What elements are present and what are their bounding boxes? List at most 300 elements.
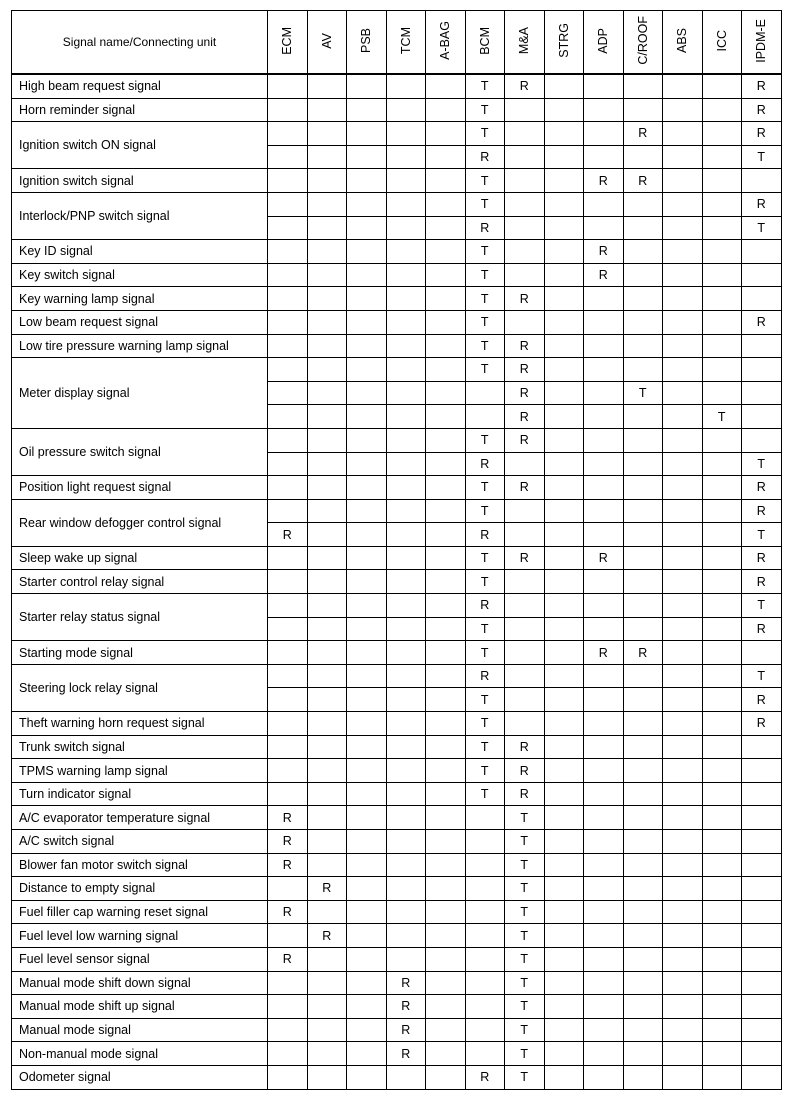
unit-cell xyxy=(268,74,308,98)
unit-cell xyxy=(544,476,584,500)
signal-name-cell: Key switch signal xyxy=(12,263,268,287)
unit-cell xyxy=(742,263,782,287)
unit-cell xyxy=(702,1042,742,1066)
unit-cell xyxy=(584,664,624,688)
unit-cell: R xyxy=(268,900,308,924)
unit-cell xyxy=(386,594,426,618)
unit-header-tcm xyxy=(386,11,426,75)
unit-cell xyxy=(386,98,426,122)
unit-cell xyxy=(386,240,426,264)
unit-cell xyxy=(307,806,347,830)
unit-cell xyxy=(386,287,426,311)
signal-name-cell: Sleep wake up signal xyxy=(12,546,268,570)
unit-cell: T xyxy=(505,995,545,1019)
unit-header-label: C/ROOF xyxy=(635,16,650,65)
unit-cell xyxy=(347,476,387,500)
table-row xyxy=(12,806,782,830)
unit-cell: T xyxy=(742,145,782,169)
unit-cell xyxy=(307,1065,347,1089)
unit-cell: T xyxy=(742,216,782,240)
unit-cell xyxy=(544,947,584,971)
unit-cell: R xyxy=(584,169,624,193)
header-row xyxy=(12,11,782,75)
unit-cell xyxy=(307,169,347,193)
unit-cell xyxy=(426,688,466,712)
unit-cell xyxy=(426,523,466,547)
table-row xyxy=(12,1065,782,1089)
unit-cell: R xyxy=(742,122,782,146)
unit-cell xyxy=(702,735,742,759)
unit-cell xyxy=(386,877,426,901)
unit-cell xyxy=(584,924,624,948)
table-row xyxy=(12,74,782,98)
unit-cell xyxy=(742,381,782,405)
unit-cell xyxy=(505,594,545,618)
unit-cell xyxy=(663,122,703,146)
table-row xyxy=(12,641,782,665)
unit-cell xyxy=(268,641,308,665)
unit-cell xyxy=(544,428,584,452)
unit-cell xyxy=(465,924,505,948)
unit-cell xyxy=(544,358,584,382)
unit-cell xyxy=(623,499,663,523)
unit-cell xyxy=(347,381,387,405)
unit-cell xyxy=(702,381,742,405)
signal-name-cell: High beam request signal xyxy=(12,74,268,98)
signal-name-cell: Meter display signal xyxy=(12,358,268,429)
unit-cell xyxy=(663,712,703,736)
unit-cell xyxy=(386,381,426,405)
unit-cell xyxy=(584,759,624,783)
unit-cell xyxy=(386,924,426,948)
unit-cell xyxy=(584,712,624,736)
unit-cell xyxy=(663,192,703,216)
unit-cell xyxy=(623,971,663,995)
unit-cell xyxy=(584,1018,624,1042)
unit-cell xyxy=(347,664,387,688)
unit-cell: R xyxy=(505,759,545,783)
unit-cell xyxy=(663,145,703,169)
unit-cell xyxy=(505,499,545,523)
unit-cell xyxy=(426,1065,466,1089)
unit-cell xyxy=(702,995,742,1019)
unit-cell xyxy=(702,1018,742,1042)
unit-cell xyxy=(544,452,584,476)
signal-name-cell: A/C evaporator temperature signal xyxy=(12,806,268,830)
unit-cell: R xyxy=(505,476,545,500)
unit-cell xyxy=(742,641,782,665)
unit-cell xyxy=(663,1042,703,1066)
unit-cell xyxy=(307,428,347,452)
unit-cell xyxy=(544,712,584,736)
unit-cell xyxy=(347,287,387,311)
signal-name-cell: Turn indicator signal xyxy=(12,782,268,806)
unit-cell xyxy=(584,428,624,452)
signal-name-cell: Ignition switch signal xyxy=(12,169,268,193)
unit-cell xyxy=(584,334,624,358)
unit-cell xyxy=(347,877,387,901)
unit-header-abs xyxy=(663,11,703,75)
unit-cell xyxy=(426,1042,466,1066)
unit-cell xyxy=(663,263,703,287)
unit-cell: T xyxy=(465,570,505,594)
unit-cell xyxy=(386,334,426,358)
unit-cell xyxy=(386,263,426,287)
signal-name-cell: Low beam request signal xyxy=(12,310,268,334)
unit-cell: R xyxy=(307,877,347,901)
signal-name-cell: Distance to empty signal xyxy=(12,877,268,901)
table-row xyxy=(12,782,782,806)
unit-cell xyxy=(426,358,466,382)
unit-cell xyxy=(623,192,663,216)
unit-cell xyxy=(505,192,545,216)
unit-cell xyxy=(426,712,466,736)
unit-cell xyxy=(307,712,347,736)
unit-cell xyxy=(505,688,545,712)
unit-cell xyxy=(623,523,663,547)
unit-cell xyxy=(386,759,426,783)
unit-cell: R xyxy=(505,381,545,405)
unit-cell xyxy=(426,617,466,641)
unit-cell xyxy=(426,830,466,854)
unit-cell xyxy=(584,287,624,311)
unit-cell xyxy=(544,971,584,995)
unit-cell xyxy=(702,924,742,948)
table-row xyxy=(12,263,782,287)
unit-cell xyxy=(702,947,742,971)
unit-cell xyxy=(623,546,663,570)
unit-cell xyxy=(702,74,742,98)
unit-cell xyxy=(702,853,742,877)
unit-cell xyxy=(505,169,545,193)
unit-cell xyxy=(505,98,545,122)
unit-cell: R xyxy=(386,995,426,1019)
signal-name-cell: Key ID signal xyxy=(12,240,268,264)
unit-cell xyxy=(544,759,584,783)
unit-cell: R xyxy=(742,499,782,523)
table-row xyxy=(12,122,782,146)
unit-cell xyxy=(386,310,426,334)
unit-cell xyxy=(742,924,782,948)
unit-cell xyxy=(623,263,663,287)
unit-cell xyxy=(465,381,505,405)
unit-cell xyxy=(347,192,387,216)
unit-header-label: A-BAG xyxy=(438,21,453,60)
unit-cell xyxy=(465,900,505,924)
unit-header-label: AV xyxy=(319,32,334,49)
unit-cell xyxy=(268,546,308,570)
unit-cell xyxy=(702,310,742,334)
unit-cell xyxy=(663,877,703,901)
unit-cell: R xyxy=(268,806,308,830)
unit-cell xyxy=(268,405,308,429)
unit-cell xyxy=(702,594,742,618)
unit-cell: T xyxy=(465,192,505,216)
unit-cell: T xyxy=(465,98,505,122)
signal-name-cell: Position light request signal xyxy=(12,476,268,500)
unit-cell xyxy=(544,381,584,405)
unit-cell xyxy=(742,287,782,311)
unit-cell xyxy=(426,924,466,948)
unit-cell: T xyxy=(465,688,505,712)
unit-cell xyxy=(505,452,545,476)
unit-cell: R xyxy=(742,688,782,712)
unit-cell xyxy=(347,1018,387,1042)
unit-cell xyxy=(584,310,624,334)
unit-cell xyxy=(268,1042,308,1066)
unit-cell xyxy=(386,853,426,877)
unit-cell xyxy=(347,995,387,1019)
table-header xyxy=(12,11,782,75)
unit-cell xyxy=(742,1018,782,1042)
unit-cell: R xyxy=(742,74,782,98)
unit-cell xyxy=(584,122,624,146)
unit-cell xyxy=(465,877,505,901)
unit-cell xyxy=(307,405,347,429)
unit-cell xyxy=(702,546,742,570)
unit-cell xyxy=(623,287,663,311)
unit-cell xyxy=(426,947,466,971)
unit-cell xyxy=(623,712,663,736)
unit-cell xyxy=(663,924,703,948)
unit-cell xyxy=(386,192,426,216)
unit-cell xyxy=(623,1065,663,1089)
unit-cell xyxy=(268,334,308,358)
unit-cell xyxy=(347,74,387,98)
unit-cell: T xyxy=(465,358,505,382)
unit-cell xyxy=(702,334,742,358)
unit-cell xyxy=(426,476,466,500)
signal-name-cell: Non-manual mode signal xyxy=(12,1042,268,1066)
unit-cell xyxy=(742,830,782,854)
unit-cell xyxy=(663,334,703,358)
unit-cell: T xyxy=(505,971,545,995)
unit-cell xyxy=(742,428,782,452)
table-row xyxy=(12,735,782,759)
unit-cell xyxy=(584,1065,624,1089)
signal-name-cell: Trunk switch signal xyxy=(12,735,268,759)
unit-cell xyxy=(307,853,347,877)
unit-cell xyxy=(505,712,545,736)
unit-cell xyxy=(663,405,703,429)
unit-cell xyxy=(307,617,347,641)
unit-cell xyxy=(307,546,347,570)
unit-cell xyxy=(347,688,387,712)
unit-cell xyxy=(505,664,545,688)
unit-cell xyxy=(663,830,703,854)
unit-cell xyxy=(623,428,663,452)
unit-cell xyxy=(426,74,466,98)
unit-cell xyxy=(307,381,347,405)
unit-cell xyxy=(584,947,624,971)
unit-cell xyxy=(544,145,584,169)
unit-cell xyxy=(623,310,663,334)
unit-cell xyxy=(663,499,703,523)
unit-cell: R xyxy=(505,287,545,311)
unit-cell: R xyxy=(268,947,308,971)
table-row xyxy=(12,1042,782,1066)
unit-cell xyxy=(623,570,663,594)
unit-cell: R xyxy=(584,546,624,570)
unit-cell xyxy=(663,546,703,570)
unit-cell xyxy=(268,240,308,264)
unit-cell xyxy=(307,310,347,334)
unit-cell: T xyxy=(465,499,505,523)
unit-cell xyxy=(268,594,308,618)
unit-cell xyxy=(702,900,742,924)
unit-cell xyxy=(307,995,347,1019)
unit-cell xyxy=(426,664,466,688)
unit-cell xyxy=(268,310,308,334)
unit-cell xyxy=(584,476,624,500)
unit-cell xyxy=(268,782,308,806)
unit-cell: R xyxy=(268,830,308,854)
table-row xyxy=(12,594,782,618)
signal-name-cell: Odometer signal xyxy=(12,1065,268,1089)
unit-cell xyxy=(426,546,466,570)
unit-cell xyxy=(663,664,703,688)
unit-cell xyxy=(426,428,466,452)
unit-cell: T xyxy=(505,924,545,948)
unit-cell xyxy=(426,122,466,146)
unit-cell xyxy=(742,947,782,971)
unit-cell: R xyxy=(505,358,545,382)
unit-cell xyxy=(386,806,426,830)
unit-cell xyxy=(702,263,742,287)
unit-cell: T xyxy=(465,712,505,736)
unit-cell xyxy=(663,594,703,618)
unit-cell xyxy=(307,1018,347,1042)
unit-cell xyxy=(347,830,387,854)
unit-cell xyxy=(268,287,308,311)
unit-cell xyxy=(702,169,742,193)
unit-cell xyxy=(347,617,387,641)
unit-cell xyxy=(663,617,703,641)
unit-cell xyxy=(544,310,584,334)
unit-cell xyxy=(623,806,663,830)
unit-cell xyxy=(584,452,624,476)
unit-cell: R xyxy=(465,594,505,618)
unit-cell xyxy=(742,900,782,924)
unit-cell xyxy=(702,476,742,500)
signal-name-cell: Rear window defogger control signal xyxy=(12,499,268,546)
unit-cell xyxy=(584,98,624,122)
unit-header-m-a xyxy=(505,11,545,75)
unit-cell: R xyxy=(465,452,505,476)
table-row xyxy=(12,995,782,1019)
signal-name-cell: Fuel level low warning signal xyxy=(12,924,268,948)
unit-cell xyxy=(347,523,387,547)
signal-name-header: Signal name/Connecting unit xyxy=(12,11,268,75)
unit-cell xyxy=(663,98,703,122)
unit-cell xyxy=(544,570,584,594)
table-row xyxy=(12,310,782,334)
unit-cell xyxy=(544,995,584,1019)
unit-cell xyxy=(426,900,466,924)
unit-cell: R xyxy=(505,546,545,570)
unit-cell xyxy=(307,192,347,216)
unit-cell xyxy=(544,617,584,641)
unit-cell xyxy=(702,806,742,830)
unit-cell: R xyxy=(307,924,347,948)
unit-cell xyxy=(702,830,742,854)
unit-header-label: M&A xyxy=(517,26,532,55)
unit-cell xyxy=(307,782,347,806)
unit-cell xyxy=(663,947,703,971)
unit-cell xyxy=(347,310,387,334)
unit-cell xyxy=(505,145,545,169)
unit-cell xyxy=(347,334,387,358)
unit-cell: T xyxy=(465,74,505,98)
unit-cell xyxy=(386,782,426,806)
unit-cell xyxy=(702,122,742,146)
unit-cell xyxy=(347,546,387,570)
signal-name-cell: Manual mode shift down signal xyxy=(12,971,268,995)
unit-cell xyxy=(663,1018,703,1042)
unit-cell xyxy=(268,98,308,122)
unit-cell xyxy=(307,98,347,122)
unit-cell: R xyxy=(742,192,782,216)
unit-cell: T xyxy=(465,287,505,311)
table-row xyxy=(12,877,782,901)
signal-name-cell: Starting mode signal xyxy=(12,641,268,665)
unit-cell xyxy=(386,641,426,665)
unit-header-label: ADP xyxy=(596,27,611,54)
unit-cell xyxy=(465,853,505,877)
unit-cell: T xyxy=(702,405,742,429)
unit-cell xyxy=(426,145,466,169)
unit-cell xyxy=(465,1018,505,1042)
unit-cell: R xyxy=(465,216,505,240)
unit-cell xyxy=(307,664,347,688)
unit-header-adp xyxy=(584,11,624,75)
unit-cell xyxy=(268,877,308,901)
unit-cell xyxy=(386,523,426,547)
unit-cell xyxy=(544,594,584,618)
unit-cell xyxy=(426,806,466,830)
unit-cell: T xyxy=(505,900,545,924)
unit-cell xyxy=(307,900,347,924)
unit-cell xyxy=(386,216,426,240)
unit-cell: T xyxy=(465,169,505,193)
unit-cell: R xyxy=(268,523,308,547)
unit-header-label: ECM xyxy=(280,26,295,55)
unit-cell xyxy=(307,735,347,759)
unit-cell xyxy=(544,1042,584,1066)
unit-cell xyxy=(347,759,387,783)
signal-name-cell: Starter control relay signal xyxy=(12,570,268,594)
unit-cell xyxy=(465,995,505,1019)
unit-cell xyxy=(268,1065,308,1089)
unit-header-label: IPDM-E xyxy=(754,18,769,63)
unit-cell xyxy=(268,428,308,452)
unit-cell xyxy=(702,192,742,216)
signal-name-cell: Ignition switch ON signal xyxy=(12,122,268,169)
table-row xyxy=(12,924,782,948)
unit-cell xyxy=(702,428,742,452)
unit-cell xyxy=(663,452,703,476)
unit-cell xyxy=(386,664,426,688)
unit-cell xyxy=(268,1018,308,1042)
unit-cell xyxy=(623,216,663,240)
unit-cell xyxy=(584,617,624,641)
unit-cell xyxy=(307,947,347,971)
unit-cell xyxy=(663,240,703,264)
unit-cell: R xyxy=(584,240,624,264)
unit-cell: T xyxy=(505,1042,545,1066)
unit-header-a-bag xyxy=(426,11,466,75)
unit-cell: T xyxy=(465,641,505,665)
